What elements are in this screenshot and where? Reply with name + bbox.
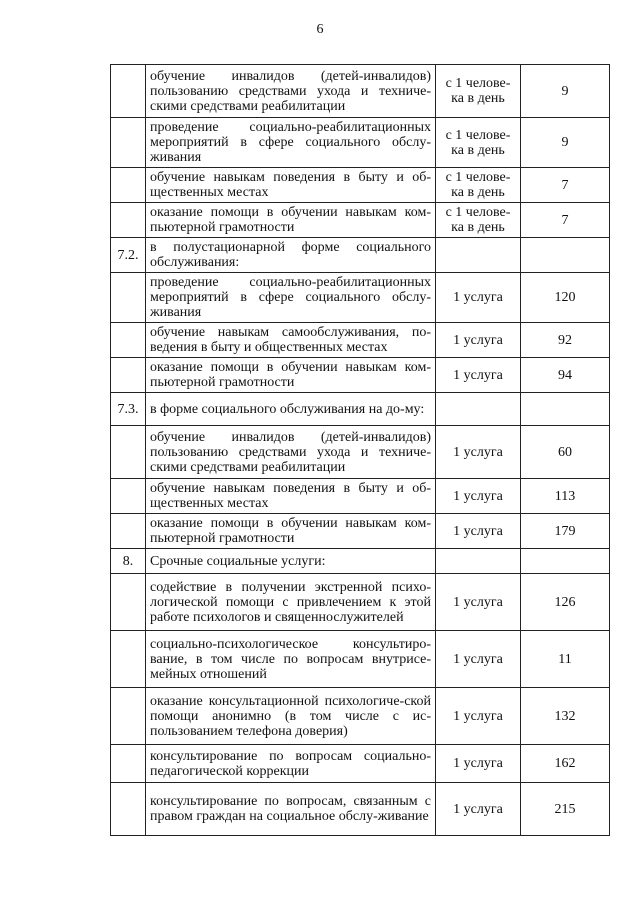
service-value: [521, 393, 610, 426]
row-number: [111, 574, 146, 631]
service-value: 9: [521, 65, 610, 118]
row-number: [111, 358, 146, 393]
service-unit: 1 услуга: [436, 631, 521, 688]
service-description: социально-психологическое консультиро-вание, в том числе по вопросам внутрисе-мейных отношений: [146, 631, 436, 688]
service-unit: 1 услуга: [436, 273, 521, 323]
section-number: 8.: [111, 549, 146, 574]
service-unit: 1 услуга: [436, 745, 521, 783]
service-value: 126: [521, 574, 610, 631]
table-row: [111, 549, 610, 574]
service-description: обучение инвалидов (детей-инвалидов) пользованию средствами ухода и техниче-скими средствами реабилитации: [146, 426, 436, 479]
service-value: 215: [521, 783, 610, 836]
section-number: 7.3.: [111, 393, 146, 426]
row-number: [111, 203, 146, 238]
row-number: [111, 273, 146, 323]
table-row: [111, 514, 610, 549]
section-number: 7.2.: [111, 238, 146, 273]
row-number: [111, 514, 146, 549]
row-number: [111, 168, 146, 203]
service-value: 132: [521, 688, 610, 745]
service-description: оказание консультационной психологиче-ской помощи анонимно (в том числе с ис-пользованием телефона доверия): [146, 688, 436, 745]
table-row: [111, 118, 610, 168]
table-row: [111, 65, 610, 118]
service-description: содействие в получении экстренной психо-логической помощи с привлечением к этой работе психологов и священнослужителей: [146, 574, 436, 631]
service-value: 7: [521, 203, 610, 238]
table-row: [111, 358, 610, 393]
section-heading: в форме социального обслуживания на до-му:: [146, 393, 436, 426]
table-row: [111, 238, 610, 273]
table-row: [111, 631, 610, 688]
row-number: [111, 479, 146, 514]
service-value: [521, 238, 610, 273]
service-unit: 1 услуга: [436, 479, 521, 514]
table-row: [111, 273, 610, 323]
service-description: консультирование по вопросам, связанным с правом граждан на социальное обслу-живание: [146, 783, 436, 836]
services-table: [110, 64, 610, 836]
table-row: [111, 168, 610, 203]
table-row: [111, 783, 610, 836]
service-description: оказание помощи в обучении навыкам ком-пьютерной грамотности: [146, 514, 436, 549]
table-row: [111, 426, 610, 479]
row-number: [111, 323, 146, 358]
service-unit: с 1 челове-ка в день: [436, 168, 521, 203]
service-unit: 1 услуга: [436, 688, 521, 745]
service-value: 94: [521, 358, 610, 393]
service-unit: [436, 393, 521, 426]
row-number: [111, 745, 146, 783]
service-description: обучение навыкам самообслуживания, по-ведения в быту и общественных местах: [146, 323, 436, 358]
service-description: обучение навыкам поведения в быту и об-щественных местах: [146, 168, 436, 203]
service-value: 9: [521, 118, 610, 168]
table-row: [111, 393, 610, 426]
service-unit: 1 услуга: [436, 426, 521, 479]
table-row: [111, 745, 610, 783]
service-value: 92: [521, 323, 610, 358]
service-value: 11: [521, 631, 610, 688]
service-unit: 1 услуга: [436, 358, 521, 393]
row-number: [111, 631, 146, 688]
service-unit: 1 услуга: [436, 574, 521, 631]
section-heading: в полустационарной форме социального обслуживания:: [146, 238, 436, 273]
table-row: [111, 203, 610, 238]
service-description: проведение социально-реабилитационных мероприятий в сфере социального обслу-живания: [146, 273, 436, 323]
service-unit: 1 услуга: [436, 514, 521, 549]
service-unit: [436, 549, 521, 574]
service-value: 179: [521, 514, 610, 549]
service-value: 162: [521, 745, 610, 783]
service-unit: с 1 челове-ка в день: [436, 65, 521, 118]
service-description: обучение инвалидов (детей-инвалидов) пользованию средствами ухода и техниче-скими средствами реабилитации: [146, 65, 436, 118]
row-number: [111, 426, 146, 479]
service-description: проведение социально-реабилитационных мероприятий в сфере социального обслу-живания: [146, 118, 436, 168]
page-number: 6: [316, 22, 324, 37]
service-value: 113: [521, 479, 610, 514]
service-value: 7: [521, 168, 610, 203]
row-number: [111, 65, 146, 118]
table-row: [111, 688, 610, 745]
service-description: консультирование по вопросам социально-педагогической коррекции: [146, 745, 436, 783]
row-number: [111, 688, 146, 745]
service-description: обучение навыкам поведения в быту и об-щественных местах: [146, 479, 436, 514]
row-number: [111, 783, 146, 836]
service-description: оказание помощи в обучении навыкам ком-пьютерной грамотности: [146, 203, 436, 238]
service-unit: с 1 челове-ка в день: [436, 118, 521, 168]
service-unit: с 1 челове-ка в день: [436, 203, 521, 238]
service-value: 120: [521, 273, 610, 323]
table-row: [111, 323, 610, 358]
service-unit: [436, 238, 521, 273]
service-description: оказание помощи в обучении навыкам ком-пьютерной грамотности: [146, 358, 436, 393]
table-row: [111, 574, 610, 631]
service-value: [521, 549, 610, 574]
section-heading: Срочные социальные услуги:: [146, 549, 436, 574]
service-unit: 1 услуга: [436, 323, 521, 358]
service-value: 60: [521, 426, 610, 479]
table-row: [111, 479, 610, 514]
service-unit: 1 услуга: [436, 783, 521, 836]
row-number: [111, 118, 146, 168]
